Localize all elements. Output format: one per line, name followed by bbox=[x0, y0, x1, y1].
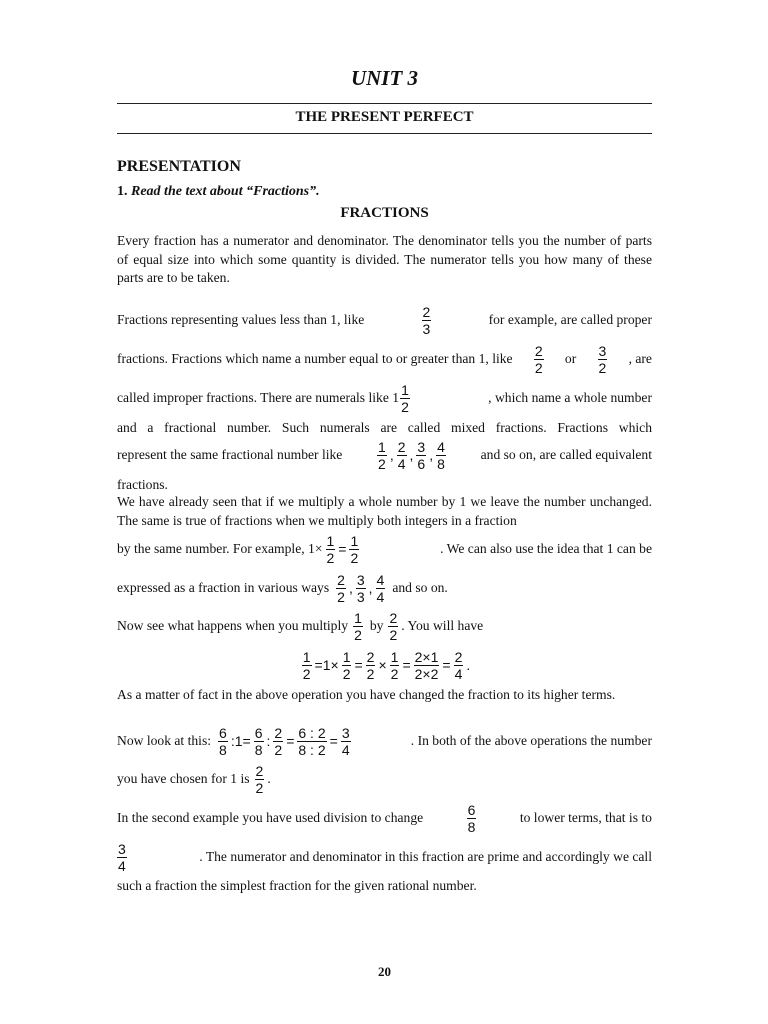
fraction: $\frac{4}{8}$ bbox=[437, 438, 445, 472]
text-line-proper bbox=[117, 302, 652, 338]
text-segment: and so on. bbox=[392, 580, 448, 595]
text-line-chosen: you have chosen for 1 is $\frac{2}{2}$ . bbox=[117, 762, 271, 796]
fraction: $\frac{2}{4}$ bbox=[397, 438, 406, 472]
text-line-second-example bbox=[117, 799, 652, 837]
text-line-improper bbox=[117, 341, 652, 377]
task-number: 1. bbox=[117, 184, 128, 199]
text-segment: represent the same fractional number like bbox=[117, 447, 343, 462]
text-segment: . We can also use the idea that 1 can be bbox=[440, 541, 652, 556]
paragraph-3: As a matter of fact in the above operation you have changed the fraction to its higher terms. bbox=[117, 687, 616, 702]
paragraph-1: Every fraction has a numerator and denominator. The denominator tells you the number of parts of equal size into which some quantity is divided. The numerator tells you how many of these parts are to be taken. bbox=[117, 233, 652, 285]
equation-higher-terms: $\frac{1}{2}$ = 1× $\frac{1}{2}$ = $\frac{2}{2}$ × $\frac{1}{2}$ = $\frac{2\times 1}{2\times 2}$ = $\frac{2}{4}$ . bbox=[302, 648, 471, 682]
text-line: such a fraction the simplest fraction for the given rational number. bbox=[117, 878, 477, 893]
text-segment: or bbox=[564, 351, 577, 366]
text-line-prime bbox=[117, 838, 652, 876]
text-segment: fractions. Fractions which name a number equal to or greater than 1, like bbox=[117, 351, 513, 366]
fractions-heading: FRACTIONS bbox=[340, 205, 429, 221]
text-segment: In the second example you have used division to change bbox=[117, 810, 424, 825]
text-line-mixed bbox=[117, 380, 652, 416]
text-segment: . You will have bbox=[401, 618, 484, 633]
text-segment: you have chosen for 1 is bbox=[117, 771, 250, 786]
fraction: $\frac{2}{2}$ bbox=[337, 571, 345, 605]
fraction: $\frac{4}{4}$ bbox=[376, 571, 385, 605]
fraction: $\frac{2}{2}$ bbox=[534, 342, 543, 376]
paragraph-2: We have already seen that if we multiply a whole number by 1 we leave the number unchanged. The same is true of fractions when we multiply both integers in a fraction bbox=[117, 494, 652, 528]
text-segment: expressed as a fraction in various ways bbox=[117, 580, 330, 595]
text-segment: by bbox=[369, 618, 384, 633]
text-line-multiply bbox=[117, 608, 652, 644]
fraction: $\frac{3}{2}$ bbox=[598, 342, 607, 376]
fraction: $\frac{3}{6}$ bbox=[417, 438, 426, 472]
text-segment: . In both of the above operations the number bbox=[410, 733, 652, 748]
text-segment: , which name a whole number bbox=[488, 390, 652, 405]
text-segment: Fractions representing values less than 1, like bbox=[117, 312, 365, 327]
bottom-rule bbox=[117, 133, 652, 134]
fraction: $\frac{3}{4}$ bbox=[118, 840, 126, 874]
fraction: $\frac{1}{2}$ bbox=[354, 609, 362, 643]
presentation-heading: PRESENTATION bbox=[117, 158, 241, 175]
task-instruction bbox=[117, 184, 320, 200]
fraction: $\frac{3}{3}$ bbox=[356, 571, 365, 605]
text-segment: Now look at this: bbox=[117, 733, 212, 748]
text-line-example: by the same number. For example, 1× $\frac{1}{2}$ = $\frac{1}{2}$ . We can also use the idea that 1 can be bbox=[117, 532, 652, 566]
fraction: $\frac{2}{2}$ bbox=[389, 609, 398, 643]
text-line: fractions. bbox=[117, 477, 168, 492]
top-rule bbox=[117, 103, 652, 104]
fraction: $\frac{1}{2}$ bbox=[326, 532, 335, 566]
text-segment: Now see what happens when you multiply bbox=[117, 618, 349, 633]
unit-title: UNIT 3 bbox=[350, 66, 419, 90]
fraction: $\frac{1}{2}$ bbox=[350, 532, 359, 566]
fraction: $\frac{2}{3}$ bbox=[422, 303, 431, 337]
text-segment: and so on, are called equivalent bbox=[480, 447, 652, 462]
text-segment: by the same number. For example, 1× bbox=[117, 541, 323, 556]
text-line-lower-terms: Now look at this: $\frac{6}{8}$ :1 = $\frac{6}{8}$ : $\frac{2}{2}$ = $\frac{6 : 2}{8 : 2}$ = $\frac{3}{4}$ . In both of the above operations the number bbox=[117, 724, 652, 758]
task-text: Read the text about “Fractions”. bbox=[131, 184, 320, 199]
text-segment: . The numerator and denominator in this fraction are prime and accordingly we call bbox=[199, 849, 652, 864]
text-segment: to lower terms, that is to bbox=[519, 810, 652, 825]
text-segment: , are bbox=[628, 351, 652, 366]
text-segment: for example, are called proper bbox=[488, 312, 652, 327]
text-line-equivalent: represent the same fractional number like $\frac{1}{2}$ , $\frac{2}{4}$ , $\frac{3}{6}$ , $\frac{4}{8}$ and so on, are called equivalent bbox=[117, 438, 652, 472]
fraction: $\frac{1}{2}$ bbox=[378, 438, 386, 472]
text-segment: called improper fractions. There are numerals like 1 bbox=[117, 390, 400, 405]
section-title: THE PRESENT PERFECT bbox=[295, 109, 474, 125]
fraction: $\frac{1}{2}$ bbox=[401, 381, 409, 415]
text-line-ways: expressed as a fraction in various ways $\frac{2}{2}$ , $\frac{3}{3}$ , $\frac{4}{4}$ and so on. bbox=[117, 571, 448, 605]
fraction: $\frac{2}{2}$ bbox=[255, 762, 264, 796]
text-line: and a fractional number. Such numerals are called mixed fractions. Fractions which bbox=[117, 420, 652, 435]
fraction: $\frac{6}{8}$ bbox=[467, 801, 476, 835]
page-number: 20 bbox=[378, 964, 391, 979]
